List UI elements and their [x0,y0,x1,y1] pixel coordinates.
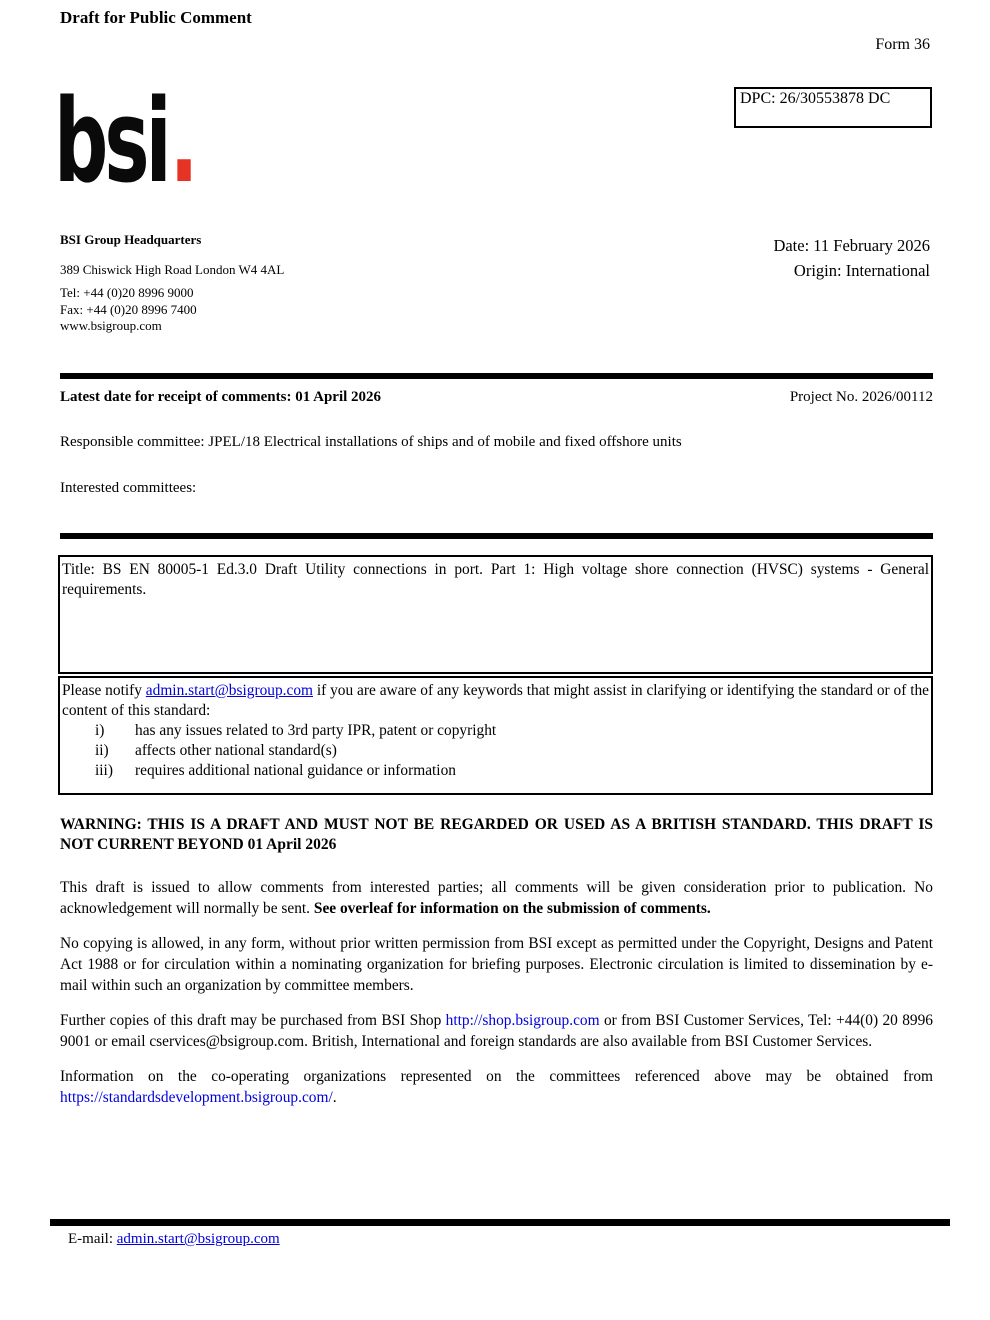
keyword-notify-box [58,676,933,795]
notify-suffix: if you are aware of any keywords that might assist in clarifying or identifying the standard or of the content of this standard: [62,682,929,719]
further-copies-pre: Further copies of this draft may be purchased from BSI Shop [60,1012,446,1029]
headquarters-tel: Tel: +44 (0)20 8996 9000 [60,285,194,300]
headquarters-fax: Fax: +44 (0)20 8996 7400 [60,301,197,317]
dpc-number-box [734,87,932,128]
headquarters-title: BSI Group Headquarters [60,232,202,247]
latest-date-label: Latest date for receipt of comments: 01 April 2026 [60,389,382,405]
standard-title-box [58,555,933,674]
bsi-logo-red-dot: . [169,75,199,209]
dpc-number: DPC: 26/30553878 DC [740,90,891,107]
further-copies-post: or from BSI Customer Services, Tel: +44(0) 20 8996 9001 or email cservices@bsigroup.com. British, International and foreign standards are also available from BSI Customer Services. [60,1012,933,1050]
footer-email-label: E-mail: [68,1231,117,1247]
cooperating-info-pre: Information on the co-operating organizations represented on the committees referenced above may be obtained from [60,1068,933,1085]
headquarters-website: www.bsigroup.com [60,318,162,333]
notify-item-2-marker: ii) [95,742,109,759]
notify-item-1-text: has any issues related to 3rd party IPR, patent or copyright [135,722,497,739]
draft-warning-text: WARNING: THIS IS A DRAFT AND MUST NOT BE REGARDED OR USED AS A BRITISH STANDARD. THIS DRAFT IS NOT CURRENT BEYOND 01 April 2026 [60,816,933,853]
horizontal-rule-footer [50,1219,950,1226]
see-overleaf-text: See overleaf for information on the submission of comments. [313,900,711,917]
document-date: Date: 11 February 2026 [773,236,930,255]
notify-item-3-marker: iii) [95,762,113,779]
headquarters-address: 389 Chiswick High Road London W4 4AL [60,261,285,277]
notify-item-2-text: affects other national standard(s) [135,742,337,759]
notify-email-link[interactable]: admin.start@bsigroup.com [145,682,313,699]
bsi-logo [54,76,198,208]
footer-email-link[interactable]: admin.start@bsigroup.com [116,1231,280,1247]
bsi-logo-text: bsi [54,75,168,209]
draft-for-public-comment-label: Draft for Public Comment [60,8,252,27]
form-number-label: Form 36 [875,36,930,53]
bsi-shop-link[interactable]: http://shop.bsigroup.com [445,1012,600,1029]
footer-email-line [68,1231,280,1248]
responsible-committee-line: Responsible committee: JPEL/18 Electrical installations of ships and of mobile and fixed offshore units [60,434,682,450]
standards-development-link[interactable]: https://standardsdevelopment.bsigroup.com/ [60,1089,333,1106]
notify-prefix: Please notify [62,682,146,699]
paragraph-cooperating-info [60,1066,933,1108]
notify-item-2 [62,741,929,761]
notify-intro [62,681,929,721]
draft-issued-text: This draft is issued to allow comments from interested parties; all comments will be given consideration prior to publication. No acknowledgement will normally be sent. [60,879,933,917]
headquarters-block [60,232,284,335]
project-number: Project No. 2026/00112 [789,389,933,405]
paragraph-further-copies [60,1010,933,1052]
horizontal-rule-top [60,373,933,379]
notify-item-3 [62,761,929,781]
body-copy [60,877,933,1122]
standard-title-text: Title: BS EN 80005-1 Ed.3.0 Draft Utility connections in port. Part 1: High voltage shore connection (HVSC) systems - General requirements. [62,561,929,598]
paragraph-no-copying: No copying is allowed, in any form, without prior written permission from BSI except as permitted under the Copyright, Designs and Patent Act 1988 or for circulation within a nominating organization for briefing purposes. Electronic circulation is limited to dissemination by e-mail within such an organization by committee members. [60,935,933,994]
interested-committees-line: Interested committees: [60,480,197,496]
document-origin: Origin: International [793,261,930,280]
horizontal-rule-mid [60,533,933,539]
date-origin-block [773,233,930,283]
notify-item-1 [62,721,929,741]
comments-deadline-row [60,389,933,406]
paragraph-draft-issued [60,877,933,919]
notify-item-1-marker: i) [95,722,105,739]
notify-item-3-text: requires additional national guidance or information [135,762,456,779]
cooperating-info-post: . [332,1089,337,1106]
